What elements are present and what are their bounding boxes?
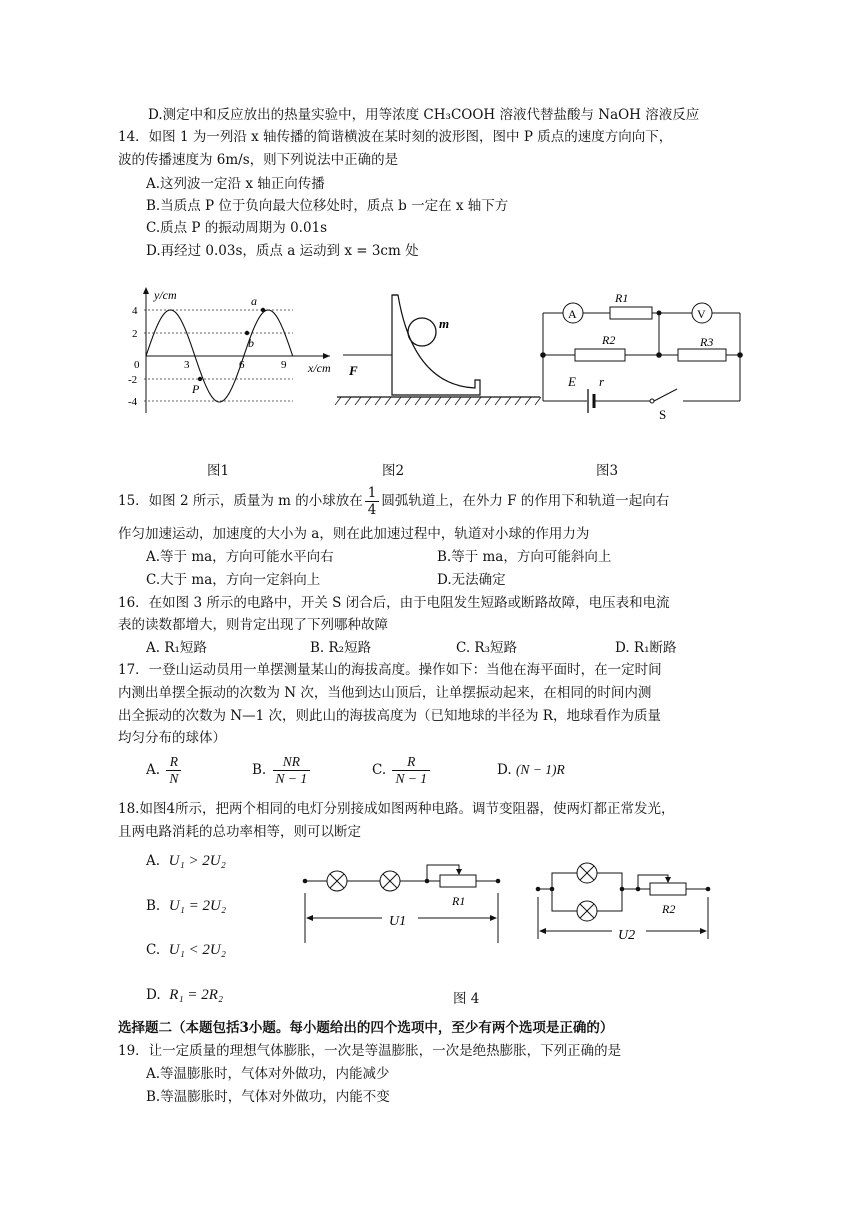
voltmeter-label: V [697, 307, 706, 321]
q14-option-a: A.这列波一定沿 x 轴正向传播 [146, 176, 325, 192]
ball [408, 318, 436, 346]
fig1-ytick-2: 2 [132, 328, 138, 340]
q16-option-b: B. R₂短路 [310, 640, 372, 656]
force-label: F [349, 363, 358, 378]
q19-stem: 19．让一定质量的理想气体膨胀，一次是等温膨胀，一次是绝热膨胀，下列正确的是 [118, 1043, 622, 1059]
point-b-label: b [248, 336, 254, 350]
q17-stem-line3: 出全振动的次数为 N—1 次，则此山的海拔高度为（已知地球的半径为 R，地球看作为质量 [118, 708, 661, 724]
figure-1-wave-graph [128, 283, 343, 423]
q15-stem-line2: 作匀加速运动，加速度的大小为 a，则在此加速过程中，轨道对小球的作用力为 [118, 526, 590, 542]
figure-3-circuit [535, 283, 750, 423]
q15-option-d: D.无法确定 [437, 572, 506, 588]
fig1-xtick-3: 3 [184, 359, 190, 371]
fig3-r3-label: R3 [700, 335, 714, 349]
q15-option-b: B.等于 ma，方向可能斜向上 [437, 549, 612, 565]
q18-option-c: C. U₁ < 2U₂ [146, 942, 226, 958]
q14-option-c: C.质点 P 的振动周期为 0.01s [146, 220, 328, 236]
fig1-xtick-6: 6 [239, 359, 245, 371]
q14-option-d: D.再经过 0.03s，质点 a 运动到 x = 3cm 处 [146, 243, 419, 259]
figure-4-circuits [290, 853, 720, 953]
q17-option-b: B. $\frac{NR}{N - 1}$ [252, 752, 312, 788]
q15-stem-part2: 圆弧轨道上，在外力 F 的作用下和轨道一起向右 [381, 493, 670, 509]
q16-option-a: A. R₁短路 [146, 640, 207, 656]
fig1-ytick-4: 4 [132, 305, 138, 317]
section-2-heading: 选择题二（本题包括3小题。每小题给出的四个选项中，至少有两个选项是正确的） [118, 1020, 614, 1036]
q14-stem-line2: 波的传播速度为 6m/s，则下列说法中正确的是 [118, 152, 399, 168]
q15-stem-part1: 15．如图 2 所示，质量为 m 的小球放在 [118, 493, 363, 509]
q18-option-b: B. U₁ = 2U₂ [146, 898, 227, 914]
point-b [245, 331, 249, 335]
q17-stem-line1: 17．一登山运动员用一单摆测量某山的海拔高度。操作如下：当他在海平面时，在一定时间 [118, 662, 662, 678]
q15-option-a: A.等于 ma，方向可能水平向右 [146, 549, 334, 565]
fig4-u1-label: U1 [389, 914, 407, 929]
q18-stem-line1: 18.如图4所示，把两个相同的电灯分别接成如图两种电路。调节变阻器，使两灯都正常发光， [118, 801, 675, 817]
fig4-r2-label: R2 [662, 902, 676, 916]
q16-option-d: D. R₁断路 [615, 640, 677, 656]
q18-option-a: A. U₁ > 2U₂ [146, 853, 226, 869]
q15-option-c: C.大于 ma，方向一定斜向上 [146, 572, 321, 588]
lamp-1b [380, 871, 400, 891]
q18-stem-line2: 且两电路消耗的总功率相等，则可以断定 [118, 824, 361, 840]
caption-fig1: 图1 [207, 463, 230, 479]
q19-option-a: A.等温膨胀时，气体对外做功，内能减少 [146, 1066, 390, 1082]
q13-option-d: D.测定中和反应放出的热量实验中，用等浓度 CH₃COOH 溶液代替盐酸与 NaOH 溶液反应 [148, 107, 700, 123]
caption-fig2: 图2 [382, 463, 405, 479]
fig1-y-label: y/cm [154, 288, 177, 302]
point-a-label: a [251, 294, 257, 308]
fig1-ytick-0: 0 [134, 359, 140, 371]
fig4-r1-label: R1 [452, 894, 466, 908]
quarter-fraction: $\frac{1}{4}$ [365, 485, 380, 518]
fig4-u2-label: U2 [618, 928, 636, 943]
point-a [261, 308, 265, 312]
fig1-xtick-9: 9 [281, 359, 287, 371]
q18-option-d: D. R₁ = 2R₂ [146, 987, 224, 1003]
q17-stem-line2: 内测出单摆全振动的次数为 N 次，当他到达山顶后，让单摆振动起来，在相同的时间内测 [118, 685, 652, 701]
q17-option-c: C. $\frac{R}{N - 1}$ [372, 752, 432, 788]
fig3-e-label: E [568, 374, 576, 389]
lamp-1a [327, 871, 347, 891]
fig3-r-label: r [599, 374, 605, 389]
mass-label: m [439, 316, 450, 331]
q14-stem-line1: 14．如图 1 为一列沿 x 轴传播的简谐横波在某时刻的波形图，图中 P 质点的速度方向向下， [118, 129, 673, 145]
point-p [198, 377, 202, 381]
fig3-r1-label: R1 [615, 291, 629, 305]
lamp-2a [577, 863, 597, 883]
fig1-ytick-neg2: -2 [128, 374, 138, 386]
fig1-ytick-neg4: -4 [128, 396, 138, 408]
q15-stem-line1 [118, 484, 669, 518]
fig3-s-label: S [659, 407, 667, 422]
q17-option-d: D. (N − 1)R [497, 762, 565, 778]
q19-option-b: B.等温膨胀时，气体对外做功，内能不变 [146, 1089, 390, 1105]
figure-2-track [335, 285, 545, 410]
caption-fig3: 图3 [596, 463, 619, 479]
point-p-label: P [192, 382, 200, 396]
fig3-r2-label: R2 [602, 333, 616, 347]
q16-stem-line2: 表的读数都增大，则肯定出现了下列哪种故障 [118, 617, 388, 633]
lamp-2b [577, 901, 597, 921]
fig1-x-label: x/cm [308, 361, 331, 375]
caption-fig4: 图 4 [453, 991, 480, 1007]
q16-stem-line1: 16．在如图 3 所示的电路中，开关 S 闭合后，由于电阻发生短路或断路故障，电压表和电流 [118, 595, 670, 611]
q14-option-b: B.当质点 P 位于负向最大位移处时，质点 b 一定在 x 轴下方 [146, 198, 509, 214]
ammeter-label: A [568, 307, 577, 321]
q17-option-a: A. $\frac{R}{N}$ [146, 752, 183, 788]
q17-stem-line4: 均匀分布的球体） [118, 730, 226, 746]
q16-option-c: C. R₃短路 [456, 640, 518, 656]
